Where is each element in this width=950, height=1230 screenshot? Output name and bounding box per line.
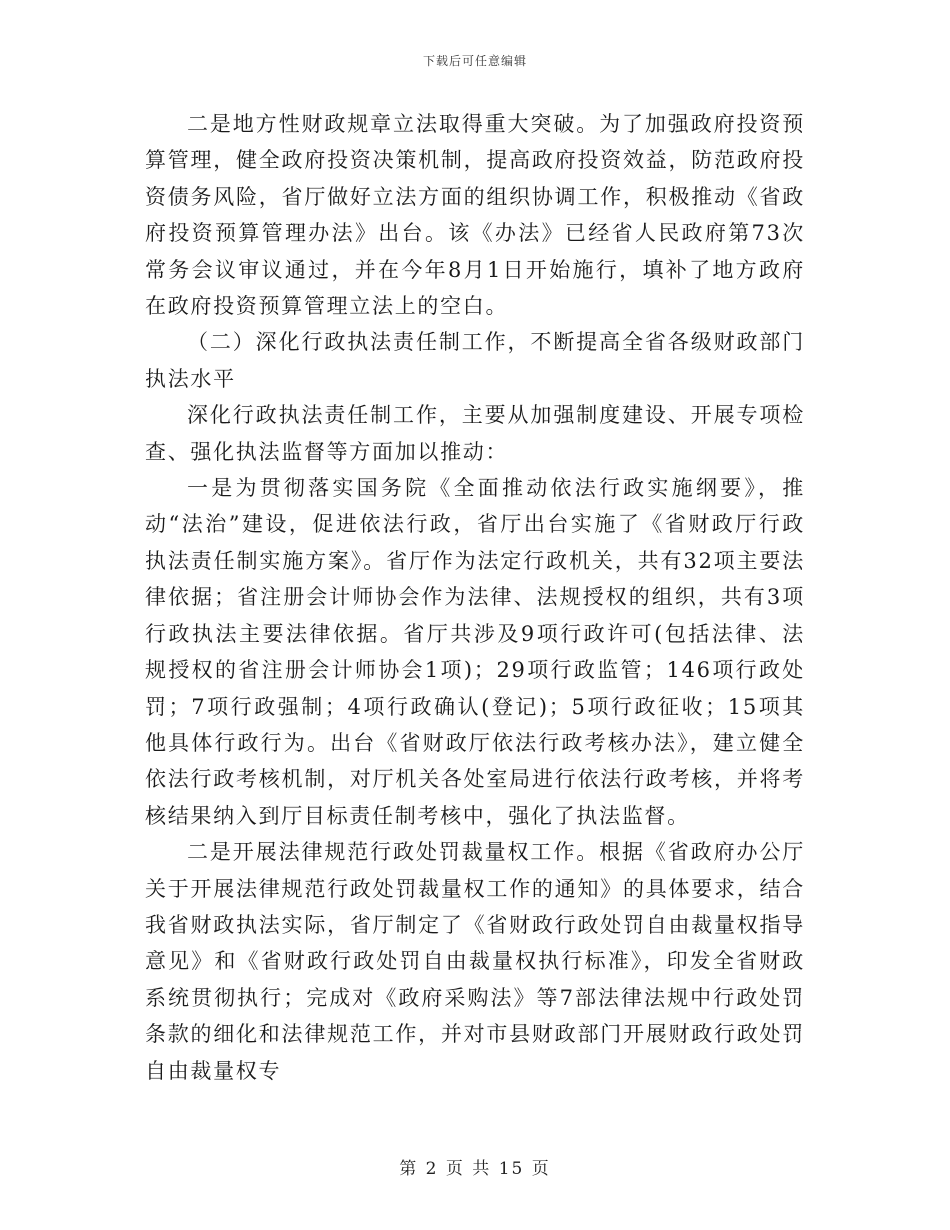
- paragraph-enforcement-overview: 深化行政执法责任制工作，主要从加强制度建设、开展专项检查、强化执法监督等方面加以推动：: [145, 403, 805, 464]
- paragraph-discretion-standard: 二是开展法律规范行政处罚裁量权工作。根据《省政府办公厅关于开展法律规范行政处罚裁量权工作的通知》的具体要求，结合我省财政执法实际，省厅制定了《省财政行政处罚自由裁量权指导意见》和《省财政行政处罚自由裁量权执行标准》，印发全省财政系统贯彻执行；完成对《政府采购法》等7部法律法规中行政处罚条款的细化和法律规范工作，并对市县财政部门开展财政行政处罚自由裁量权专: [145, 840, 805, 1083]
- section-heading-two: （二）深化行政执法责任制工作，不断提高全省各级财政部门执法水平: [145, 330, 805, 391]
- page-number-footer: 第 2 页 共 15 页: [399, 1159, 551, 1179]
- paragraph-legislation-breakthrough: 二是地方性财政规章立法取得重大突破。为了加强政府投资预算管理，健全政府投资决策机制，提高政府投资效益，防范政府投资债务风险，省厅做好立法方面的组织协调工作，积极推动《省政府投资预算管理办法》出台。该《办法》已经省人民政府第73次常务会议审议通过，并在今年8月1日开始施行，填补了地方政府在政府投资预算管理立法上的空白。: [145, 112, 805, 319]
- page-header-note: 下载后可任意编辑: [422, 54, 527, 68]
- paragraph-enforcement-responsibility: 一是为贯彻落实国务院《全面推动依法行政实施纲要》，推动“法治”建设，促进依法行政，省厅出台实施了《省财政厅行政执法责任制实施方案》。省厅作为法定行政机关，共有32项主要法律依据；省注册会计师协会作为法律、法规授权的组织，共有3项行政执法主要法律依据。省厅共涉及9项行政许可(包括法律、法规授权的省注册会计师协会1项)；29项行政监管；146项行政处罚；7项行政强制；4项行政确认(登记)；5项行政征收；15项其他具体行政行为。出台《省财政厅依法行政考核办法》，建立健全依法行政考核机制，对厅机关各处室局进行依法行政考核，并将考核结果纳入到厅目标责任制考核中，强化了执法监督。: [145, 476, 805, 828]
- document-body: [145, 106, 805, 1089]
